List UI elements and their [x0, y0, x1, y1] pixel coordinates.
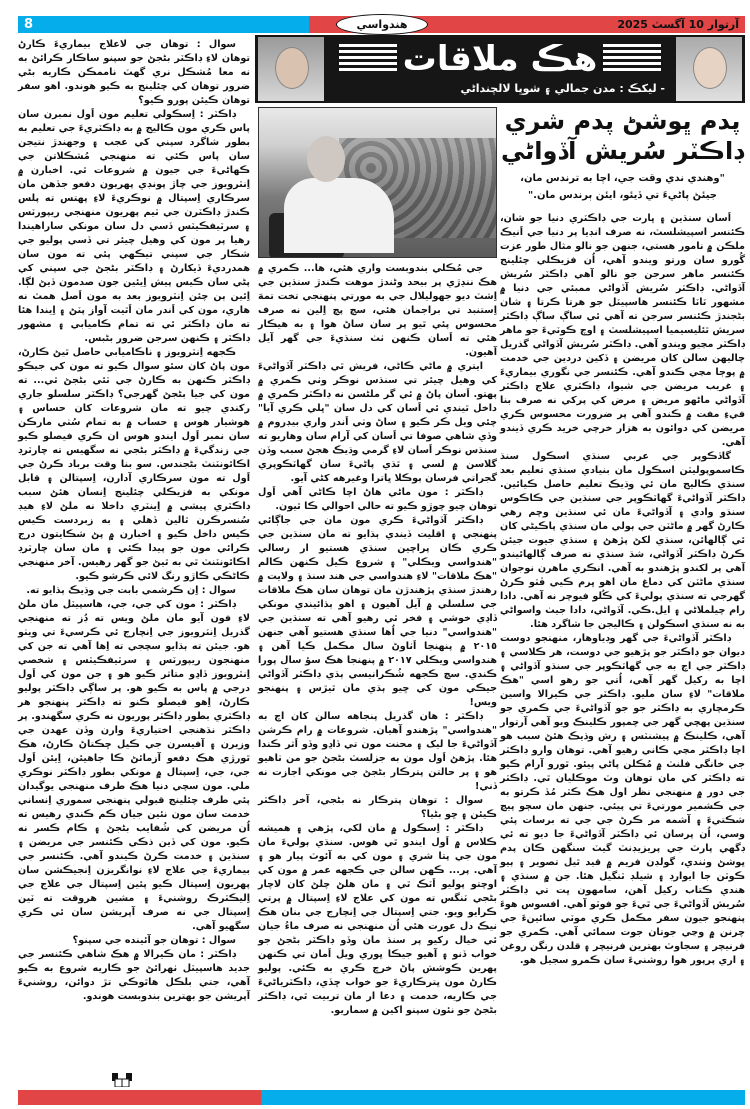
- right-column-text: [500, 212, 745, 968]
- paragraph: ڊاڪٽر : اِسڪول ۾ مان لکي، پڙهي ۽ هميشه ڪلاس ۾ اَول ايندو ٿي هوس. سنڌي ٻوليءَ مان مون جي پتا شري ۽ مون کي به آئوٽ پيار هو ۽ آهي. پر... ڪهن سالن جي ڪجهه عمر ۾ مون کي اوچتو پوليو اَٽڪ ٿي ۽ مان هلڻ چلڻ کان لاچار بڻجي ٽنگس ته مون کي علاج لاءِ اِسپتال ۾ پرتي ڪرايو ويو. جتي اِسپتال جي اِنچارج جي بنان هڪ نيڪ دل عورت هئي اُن منهنجي نه صرف ماءُ جيان ئي خيال رکيو پر سنڌ مان وڏو ڊاڪٽر بڻجڻ جو خواب ڏنو ۽ آهيو جيڪا ڀوري ويل اَمان تي ڪنهن پهرين ڪوشش پاڻ خرچ ڪري به ڪئي. پوليو ڪارڻ مون ڀترڪاريءَ جو خواب ڇڏي، ڊاڪٽرياڻيءَ جي ڪاريه، خدمت ۽ دعا ار مان تربيت ٿي، ڊاڪٽر بڻجڻ جو نئون سپنو اکين ۾ سماريو.: [258, 823, 497, 1016]
- author-photo-man: [676, 37, 742, 101]
- middle-column-text: [258, 262, 497, 1018]
- paragraph: گاڏڪوپر جي عربي سنڌي اسڪول سنڌ ڪاسموپوليٽن اسڪول مان بنيادي سنڌي تعليم بعد سنڌي ڪاليج مان ئي وڌيڪ تعليم حاصل ڪيائين. ڊاڪٽر آڏواڻيءَ گهاٽڪوپر جي سنڌين جي ڪاڪوس سنڌو وادي ۽ آڏواڻيءَ مان ئي سنڌين وچم رهي ڪارڻ گهر ۾ ماڻٽن جي ٻولي مان سنڌي پاڪيڻي کان ئي ڳالهائن، سنڌي لکڻ پڙهڻ ۽ سنڌي جيوت جيئن ڪرڻ ڊاڪٽر آڏواڻي، شڌ سنڌي نه صرف ڳالهائيندو آهي پر لکندو پڙهندو به آهي. انڪري ماهرن نوجوان سنڌي ماڻٽن کي دماغ مان اهو ڀرم ڪيي ڦٽو ڪرڻ گهرجي ته سنڌي ٻوليءَ کي ڪُلو فيوچر نه آهي. دادا رام چيلملاڻي ۽ ايل.ڪي. آڏواڻي، دادا جيٺ واسواڻي به نه سنڌي اسڪولن ۽ ڪاليجن جا شاگرد هئا.: [500, 451, 745, 630]
- paragraph: ڊاڪٽر : مون ماڻي هاڻ اچا ڪاڻي آهي اَول توهان چيو چوڙو ڪيو ته حالي احوالي ڪا ٿيون.: [258, 487, 497, 512]
- paragraph: ڪجهه اِنٽرويوز ۽ ناڪاميابي حاصل ٿيڻ ڪارڻ، مون پاڻ کان سئو سوال ڪيو ته مون کي جيڪو ڊاڪٽر ڪنهن به ڪارڻ جي ٽئي بڻجڻ ٿي... ته مون کي جيا بڻجڻ گهرجي؟ ڊاڪٽر سلسلو جاري رکندي چيو ته مان شروعات کان حساس ۽ هوشيار هوس ۽ حساب ۾ به تمام سُٺي مارڪن سان نمبر اَول ايندو هوس ان ڪري فيصلو ڪيو جي زندگيءَ ۾ ڊاڪٽر بڻجي نه سگهيس ته چارٽرڊ اڪائونٽنٽ بڻجندس. سو بنا وقت برباد ڪرڻ جي اَول ته مون سرڪاري آدارن، اِسپتالن ۽ قابل مونکي به فزيڪلي چئلينج اِنسان هئڻ سبب ڊاڪٽري پيشي ۾ اِينٽري داخلا نه ملڻ لاءِ هيڊ سُنسرڪرن ٿالين ڏهلي ۽ به زبردست ڪيس ڪيس داخل ڪيو ۽ اخبارن ۾ پڻ شڪايتون درج ڪرائي مون جو پيدا ڪئي ۽ مان سان چارٽرڊ اڪائونٽنٽ ٿي به ٿيڻ جو گهر رهيس. آخر منهنجي ڪاڻڪي ڪاڙو رنگ لائي ڪرشو ڪيو.: [18, 347, 250, 582]
- paragraph: ايتري ۾ ماڻي ڪاڻي، فريش ٿي ڊاڪٽر آڏواڻيءَ کي وهيل چيئر تي سنڌس نوڪر وٺي ڪمري ۾ پهتو. اَسان پاڻ ۾ ئي گر ملڻسن نه ڊاڪٽر ڪمري ۾ داخل ٿيندي ئي اَسان کي دل سان "ڀلي ڪري آيا" چئي ويل ڪر ڪيو ۽ ساڻ وٺي اَندر واري بيڊروم ۾ وڏي شاهي صوفا تي اَسان کي آرام سان وهاريو ته سنڌس نوڪر اَسان لاءِ گرمي وڌيڪ هجڻ سبب وڏن گلاسن ۾ لسي ۽ ٿڌي پاڻيءَ سان گهاٽڪوپري گجراتي فرسان ٻوڪلا ڀاترا وغيرهه کڻي آيو.: [258, 361, 497, 484]
- pull-quote: [500, 170, 745, 204]
- masthead-logo: هندواسي: [336, 14, 428, 35]
- page-number: 8: [24, 17, 34, 32]
- section-banner: [255, 35, 745, 103]
- paragraph: سوال : اِن ڪرشمي بابت جي وڌيڪ ٻڌايو ته.: [26, 585, 236, 596]
- byline: - ليکڪ : مدن جمالي ۽ شوڀا لالچنداڻي: [460, 82, 665, 95]
- banner-title-text: هڪ ملاقات: [402, 39, 598, 79]
- author-photo-woman: [258, 37, 324, 101]
- headline-line-2: ڊاڪٽر سُريش آڏواڻي: [501, 137, 744, 165]
- paragraph: ڊاڪٽر : اِسڪولي تعليم مون اَول نمبرن سان پاس ڪري مون ڪاليج ۾ به ڊاڪٽريءَ جي تعليم به بطور شاگرد سپني کي عجب ۽ وجهندڙ نتيجن سان پاس ڪئي ته منهنجي مُشڪلاتن جي ڪهاڻيءَ جي جيون ۾ شروعات ٿي. اخبارن ۾ اِنٽرويوز جي چاڙ پونڊي پهريون دفعو جڏهن مان سرڪاري اِسپتال ۾ نوڪريءَ لاءِ پهتس ته پلس ڪندڙ ڊاڪٽرن جي ٽيم پهريون منهنجي ريپورٽس ۽ سرٽيفڪيٽس ڏسي دل سان مونکي ساراهيندا رهيا پر مون کي وهيل چيئر تي ڏسي پوليو جي شڪار جي سپني تيڪهي پئي ته مون سان همدرديءَ ڏيکارڻ ۽ ڊاڪٽر بڻجڻ جي سپني کي پڻي سان ڪيس پيش اِيئين جون صدمون ڏيڻ لڳا. اِئين ٻن چئن اِنٽرويوز بعد به مون اَصل همٿ نه هاري، مون کي اَندر مان اَٿيت آواز پٽڻ ۽ اِيندا هئا ته مان ڊاڪٽر ئي ته تمام ڪاميابي ۽ مشهور ڊاڪٽر ۽ ڪنهن سرجن ضرور بڻبس.: [18, 109, 250, 344]
- stripes-decoration: [339, 44, 397, 74]
- end-mark-icon: [112, 1073, 132, 1087]
- left-column-text: [18, 38, 250, 1004]
- banner-title: [335, 39, 665, 79]
- stripes-decoration: [603, 44, 661, 74]
- paragraph: ڊاڪٽر : مان ڪيرالا ۾ هڪ شاهي ڪئنسر جي جديد هاسپيٽل ٺهرائڻ جو ڪاريه شروع به ڪيو آهي، جتي بلڪل هاٿوڪي تڙ دوائن، روشنيءَ آپريشن جو بهترين بندوبست هوندو.: [18, 949, 250, 1002]
- headline-line-1: پدم ڀوشڻ پدم شري: [504, 107, 741, 135]
- paragraph: ڊاڪٽر : هان گذريل پنجاهه سالن کان اچ به "هندواسي" پڙهندو آهيان. شروعات ۾ رام ڪرشن آڏواڻيءَ جا ليک ۽ محنت مون تي ڏاڍو وڏو اَثر ڪندا هئا. پڙهڻ اَول مون به جزلسٽ بڻجڻ جو من ٺاهيو هو ۽ پر حالتن پترڪار بڻجڻ جي مونکي اجازت نه ڏني!: [258, 711, 497, 792]
- paragraph: ڊاڪٽر آڏواڻيءَ ڪري مون مان جي جاڳائي پنهنجي ۽ اقليت ڏيندي ٻڌايو ته مان سنڌين جي ڪري ڪان پراچين سنڌي هستيو ار رسالي "هندواسي ويڪلي" ۽ شروع ڪيل ڪنهن ڪالم "هڪ ملاقات" لاءِ هندواسي جي هند سنڌ ۽ ولايت ۾ رهندڙ سنڌي پڙهندڙن مان توهان سان هڪ ملاقات جي سلسلي ۾ آيل آهيون ۽ اهو ٻڌائيندي مونکي ڏاڍي خوشي ۽ فخر ٿي رهيو آهي ته سنڌين جي "هندواسي" دنيا جي اُها سنڌي هستيو آهي جنهن ٢٠١٥ ۾ پنهنجا اَٺاوڻ سال مڪمل ڪيا آهن ۽ هندواسي ويڪلي ٢٠١٧ ۾ پنهنجا هڪ سؤ سال پورا ڪندي. سچ ڪجهه شُڪرانيسي ٻڌي ڊاڪٽر آڏواڻي جيڪي مون کي ڇيو ٻڌي مان ٿيڙس ۽ پنهنجو ويس!: [258, 515, 498, 708]
- paragraph: اَسان سنڌين ۽ ڀارت جي ڊاڪٽري دنيا جو شان، ڪئنسر اسپيشلسٽ، نه صرف انڊيا پر دنيا جي اَنيڪ ملڪن ۾ نامور هستي، جنهن جو نالو مثال طور عزت گُورو سان ورتو ويندو آهي، اُن فزيڪلي چئلينج ڪئنسر ماهر سرجن جو نالو آهي ڊاڪٽر سُريش آڏواڻي. ڊاڪٽر سُريش آڏواڻي ممبئي جي دنيا ۾ مشهور ٽاٽا ڪئنسر هاسپيٽل جو هرتا ڪرتا ۽ شان بڻجندڙ ڪئنسر سرجن ته آهي ئي ساڳ ساڳ ڊاڪٽر سريش ٿئليسيميا اسپيشلسٽ ۽ اوچ ڪوٽيءَ جو ماهر ڊاڪٽر مڃيو ويندو آهي. ڊاڪٽر سُريش آڏواڻي گذريل چاليهن سالن کان مريضن ۽ ڏکين دردين جي خدمت ۾ پوڄا مڃي ڪندو آهي. ڪئنسر جي نگوري بيماريءَ ۽ غريب مريضن جي شيوا، ڊاڪٽري علاج ڊاڪٽر آڏواڻي ماڻهو مريض ۽ مرض کي پرکي نه صرف بنا فيءِ مفت ۾ ڪندو آهي پر ضرورت محسوس ڪري مريضن کي دوائون به هزار خرچي خريد ڪري ڏيندو آهي.: [500, 213, 745, 448]
- page-header-bar: [18, 16, 745, 33]
- paragraph: ڊاڪٽر : مون کي جي، جي، هاسپيٽل مان ملڻ لاءِ فون آيو مان ملڻ ويس ته ڊُز ته منهنجي گذريل اِنٽرويوز جي اِنچارج ئي ڪرسيءَ تي ويٺو هو. جيئن ته ٻڌايو سچجي ته اِها آهي ته جن کي منهنجون ريپورٽس ۽ سرٽيفڪيٽس ۽ شخصي اِنٽرويوز ڏاڍو متاثر ڪيو هو ۽ جن مون کي اَول درجي ۾ پاس به ڪيو هو. پر ساڳي ڊاڪٽر پوليو ڪارڻ، اِهو فيصلو ڪنو ته ڊاڪٽر پنهنجو هر ڊاڪٽري بطور ڊاڪٽر پوريون نه ڪري سگهندو. پر ڊاڪٽر نڌهنجي اختياريءَ وارن وڏن عهدن جي وزيرن ۽ آفيسرن جي ڪيل ڇڪتاڻ ڪارڻ، هڪ ٿورڙي هڪ دفعو آزمائڻ ڪا جاهيئن، اِيئن اَول جي، جي، اِسپتال ۾ مونکي بطور ڊاڪٽر نوڪري ملي. مون سچي دنيا هڪ طرف منهنجي يوگيدان پئي طرف چئلينج قبولي پنهنجي سموري اِنساني خدمت سان مون نئين جيان ڪم ڪندي رهيس ته اُن مريضن کي شُفايب بڻجڻ ۽ ڪام ڪسر نه ڪيو. مون کي ڏين ذڪي ڪئنسر جي مريضن ۽ سنڌين ۽ خدمت ڪرڻ ڪيندو آهي. ڪئنسر جي بيماريءَ جي علاج لاءِ نوانگريزن اِنجيڪشن سان پهريون اِسپتال ڪيو پئين اِسپتال جي علاج جي اِليڪٽرڪ روشنيءَ ۽ مشين هروقت ته ٽين اِسپتال جي نه صرف آپريشن سان ئي ڪري سگهيو آهي.: [18, 599, 250, 932]
- article-headline: [500, 106, 745, 166]
- paragraph: سوال : توهان جو آئينده جي سپنو؟: [72, 935, 236, 946]
- right-column: [500, 106, 745, 968]
- quote-line-1: "وهندي ندي وقت جي، اچا به ترندس مان،: [520, 173, 725, 184]
- paragraph: سوال : توهان پترڪار نه بڻجي، آخر ڊاڪٽر ڪيئن ۽ ڇو بڻيا؟: [258, 795, 497, 820]
- paragraph: جي مُڪلي بندوبست واري هئي، ها... ڪمري ۾ هڪ ننڍڙي پر بيحد وڻندڙ موهت ڪندڙ سنڌين جي اِشٽ ديو جهوليلال جي به مورتي پنهنجي تخت تمهَ اِستنبد تي براجمان هئي، سچ پچ اِلين نه صرف محسوس پئي ٿيو پر سان ساڻ هوا ۽ به هيڪار هئي ته اَسان ڪنهن ٺٺ سنڌيءَ جي گهر آيل آهيون.: [258, 263, 497, 358]
- issue-date: آرتوار 10 آگسٽ 2025: [617, 18, 739, 31]
- paragraph: سوال : توهان جي لاعلاج بيماريءَ ڪارڻ توهان لاءِ ڊاڪٽر بڻجڻ جو سپنو ساڪار ڪرائڻ به نه معا مُشڪل نري گهٽ ناممڪن ڪاريه بڻي ضرور توهان کي چئلينج به ڪيو هوندو. اهو سفر توهان ڪيئن پورو ڪيو؟: [18, 39, 250, 106]
- article-photo: [258, 107, 497, 258]
- page-footer-bar: [18, 1090, 745, 1105]
- quote-line-2: جيئڻ پاڻيءَ تي ڏيئو، ايئن ٻرندس مان.": [527, 190, 718, 201]
- paragraph: ڊاڪٽر آڏواڻيءَ جي گهر وڊياوهار، منهنجو دوست ديوان جو ڊاڪٽر جو پڙهيو جي دوست، هر ڪلاسي ۽ ڊاڪٽر جي اچ به جي گهاٽڪوپر جي سنڌو آڏواڻي ۽ اچا به رکيل گهر آهي، اُتي جو رهو اسي "هڪ ملاقات" لاءِ سان مليو. ڊاڪٽر جي ڪيرالا واسين ڪرمچاري به ڊاڪٽر جو جو آڏواڻيءَ جي ڪمري جو سنڌين پهچي گهر جي چمپور ڪلينڪ ويو آهي آرتوار آهي، ڪلينڪ ۾ پيشنٽس ۽ رش وڌيڪ هئڻ سبب هو اچا ڊاڪٽر مڃي ڪاني رهيو آهي. توهان وارو ڊاڪٽر جي خانگي فلنٽ ۾ مُڪلن پاڻي پيئو. ٿورو آرام ڪيو ته ڊاڪٽر کي مان توهان وٽ موڪليان ٿي. ڊاڪٽر جي دور ۾ منهنجي نظر اول هڪ ڪٽر مُڏ ڪرتو به جي ڪشمير مورتيءَ تي پيئي. جنهن مان سڄو پيچ شڪتيءَ ۽ آشمه مر ڪرڻ جي جي ته برسات پئي وسي، اُن پرسان ئي ڊاڪٽر آڏواڻيءَ جا ديو ته ئي ڊگهي پارٽ جي پريزيڊنٽ گيٽ سنگهن ڪان پدم ڀوشڻ وٺندي، گولڊن فريم ۾ قيد ٿيل تصوير ۽ ٻيو ڪوٽن جا ايوارڊ ۽ شيلڊ ٽنگيل هئا. جن ۾ سنڌي ۽ هندي ڪتاب رکيل آهن، سامهون ڀت تي ڊاڪٽر سُريش آڏواڻيءَ جي ٿيءَ جو فوٽو آهي. افسوس هوءَ پنهنجو جيون سفر مڪمل ڪري موٽي سائينءَ جي چرنن ۾ وڃي جوتان جوت سمائي آهي. ڪمري جو فرنيچر ۽ سجاوٽ بهترين فرنيچر ۽ قلدن رنگن روغن ۽ اري پرپور هوا روشنيءَ سان ڪمرو سجيل هو.: [500, 633, 745, 966]
